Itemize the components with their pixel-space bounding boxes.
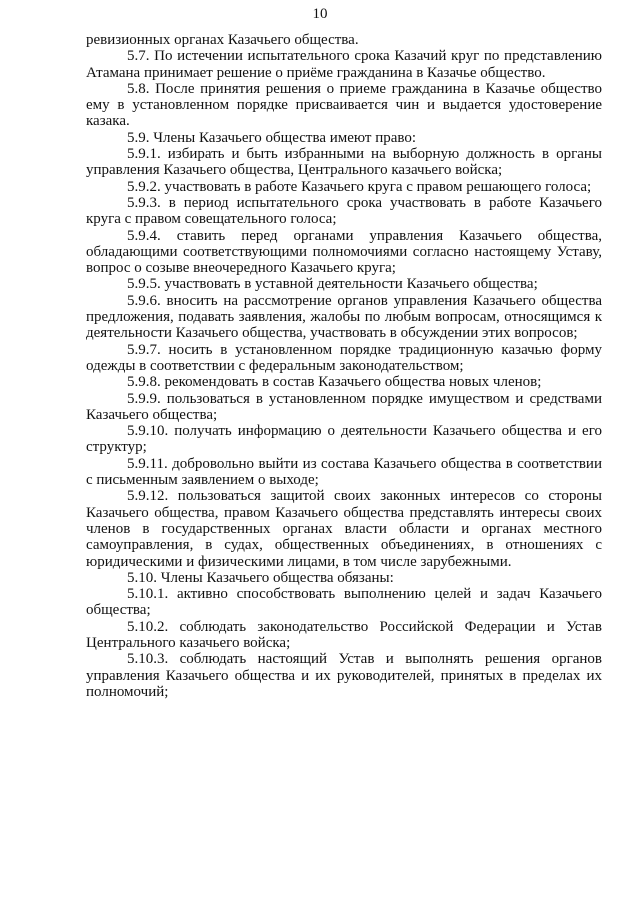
paragraph-5-9-4: 5.9.4. ставить перед органами управления Казачьего общества, обладающими соответствующими полномочиями согласно настоящему Уставу, вопрос о созыве внеочередного Казачьего круга;	[86, 227, 602, 277]
document-body	[86, 32, 602, 700]
paragraph-5-9-6: 5.9.6. вносить на рассмотрение органов управления Казачьего общества предложения, подавать заявления, жалобы по любым вопросам, относящимся к деятельности Казачьего общества, участвовать в обсуждении этих вопросов;	[86, 292, 602, 342]
paragraph-5-10-3: 5.10.3. соблюдать настоящий Устав и выполнять решения органов управления Казачьего общества и их руководителей, принятых в пределах их полномочий;	[86, 651, 602, 700]
paragraph-5-10-2: 5.10.2. соблюдать законодательство Российской Федерации и Устав Центрального казачьего войска;	[86, 618, 602, 651]
paragraph-5-9-9: 5.9.9. пользоваться в установленном порядке имуществом и средствами Казачьего общества;	[86, 390, 602, 423]
paragraph-continuation: ревизионных органах Казачьего общества.	[86, 32, 359, 48]
paragraph-5-9-3: 5.9.3. в период испытательного срока участвовать в работе Казачьего круга с правом совещательного голоса;	[86, 194, 602, 228]
paragraph-5-8: 5.8. После принятия решения о приеме гражданина в Казачье общество ему в установленном порядке присваивается чин и выдается удостоверение казака.	[86, 80, 602, 130]
paragraph-5-7: 5.7. По истечении испытательного срока Казачий круг по представлению Атамана принимает решение о приёме гражданина в Казачье общество.	[86, 48, 602, 81]
paragraph-5-9-5: 5.9.5. участвовать в уставной деятельности Казачьего общества;	[127, 276, 538, 293]
paragraph-5-9-1: 5.9.1. избирать и быть избранными на выборную должность в органы управления Казачьего общества, Центрального казачьего войска;	[86, 146, 602, 179]
paragraph-5-9-10: 5.9.10. получать информацию о деятельности Казачьего общества и его структур;	[86, 423, 602, 456]
paragraph-5-9-11: 5.9.11. добровольно выйти из состава Казачьего общества в соответствии с письменным заявлением о выходе;	[86, 455, 602, 489]
paragraph-5-9-8: 5.9.8. рекомендовать в состав Казачьего общества новых членов;	[127, 374, 542, 391]
paragraph-5-9-2: 5.9.2. участвовать в работе Казачьего круга с правом решающего голоса;	[127, 178, 592, 195]
paragraph-5-10-1: 5.10.1. активно способствовать выполнению целей и задач Казачьего общества;	[86, 586, 602, 619]
paragraph-5-10: 5.10. Члены Казачьего общества обязаны:	[127, 569, 394, 586]
paragraph-5-9-7: 5.9.7. носить в установленном порядке традиционную казачью форму одежды в соответствии с федеральным законодательством;	[86, 341, 602, 374]
page-number: 10	[312, 6, 328, 22]
paragraph-5-9: 5.9. Члены Казачьего общества имеют право:	[127, 129, 417, 146]
paragraph-5-9-12: 5.9.12. пользоваться защитой своих законных интересов со стороны Казачьего общества, правом Казачьего общества представлять интересы своих членов в государственных органах власти области и органах местного самоуправления, в судах, общественных объединениях, в отношениях с юридическими и физическими лицами, в том числе зарубежными.	[86, 488, 602, 570]
